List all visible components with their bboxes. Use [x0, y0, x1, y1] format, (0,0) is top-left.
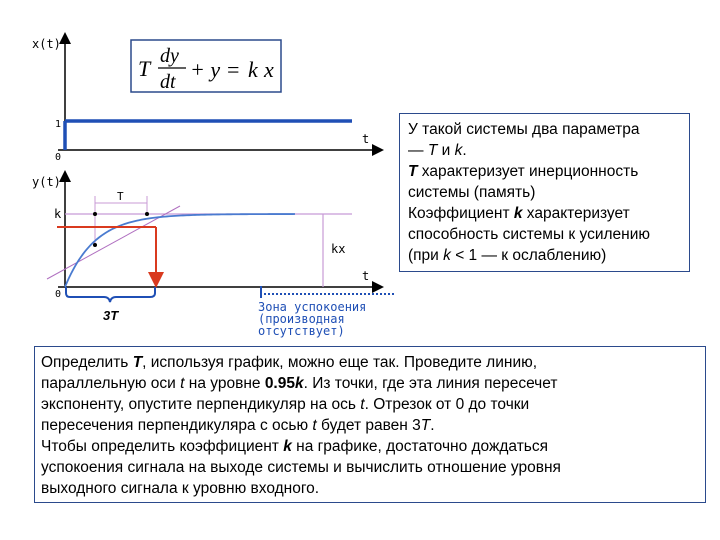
formula-plus-y-eq: + y = — [190, 57, 241, 82]
formula-dt: dt — [160, 71, 176, 93]
tangent-point-top — [93, 212, 97, 216]
note-line-3: экспоненту, опустите перпендикуляр на ось t. Отрезок от 0 до точки — [41, 396, 530, 413]
input-y-axis-label: x(t) — [32, 37, 61, 51]
desc-line-6: способность системы к усилению — [408, 226, 650, 243]
note-line-7: выходного сигнала к уровню входного. — [41, 480, 320, 497]
note-line-1: Определить T, используя график, можно еще так. Проведите линию, — [41, 354, 538, 371]
desc-line-1: У такой системы два параметра — [408, 121, 640, 138]
note-line-2: параллельную оси t на уровне 0.95k. Из точки, где эта линия пересечет — [41, 375, 558, 392]
output-tick-zero: 0 — [55, 289, 62, 300]
three-t-label: 3T — [103, 308, 119, 323]
three-t-brace — [66, 287, 155, 302]
desc-line-5: Коэффициент k характеризует — [408, 205, 630, 222]
desc-line-2: — T и k. — [408, 142, 467, 159]
input-x-axis-label: t — [362, 132, 370, 146]
settling-zone — [258, 286, 394, 338]
settling-zone-line3: отсутствует) — [258, 324, 345, 338]
desc-line-7: (при k < 1 — к ослаблению) — [408, 247, 607, 264]
note-line-4: пересечения перпендикуляра с осью t будет равен 3T. — [41, 417, 435, 434]
tangent-intersection-point — [145, 212, 149, 216]
formula-x: x — [264, 57, 274, 82]
time-constant-label: T — [117, 190, 124, 203]
output-y-axis-label: y(t) — [32, 175, 61, 189]
gain-kx-label: kx — [331, 242, 346, 256]
formula-k: k — [248, 57, 258, 82]
level-k-label: k — [54, 207, 62, 221]
settling-zone-line1: Зона успокоения — [258, 300, 367, 314]
note-line-6: успокоения сигнала на выходе системы и вычислить отношение уровня — [41, 459, 561, 476]
output-x-axis-label: t — [362, 269, 370, 283]
instructions-box — [34, 346, 706, 503]
input-tick-zero: 0 — [55, 152, 62, 163]
formula-dy: dy — [160, 45, 179, 67]
desc-line-4: системы (память) — [408, 184, 536, 201]
desc-line-3: T характеризует инерционность — [408, 163, 639, 180]
input-tick-one: 1 — [55, 119, 62, 130]
curve-point — [93, 243, 97, 247]
system-parameters-description — [399, 113, 690, 272]
settling-zone-line2: (производная — [258, 312, 345, 326]
formula-box — [131, 40, 281, 93]
formula-T: T — [138, 56, 151, 81]
note-line-5: Чтобы определить коэффициент k на графике, достаточно дождаться — [41, 438, 549, 455]
